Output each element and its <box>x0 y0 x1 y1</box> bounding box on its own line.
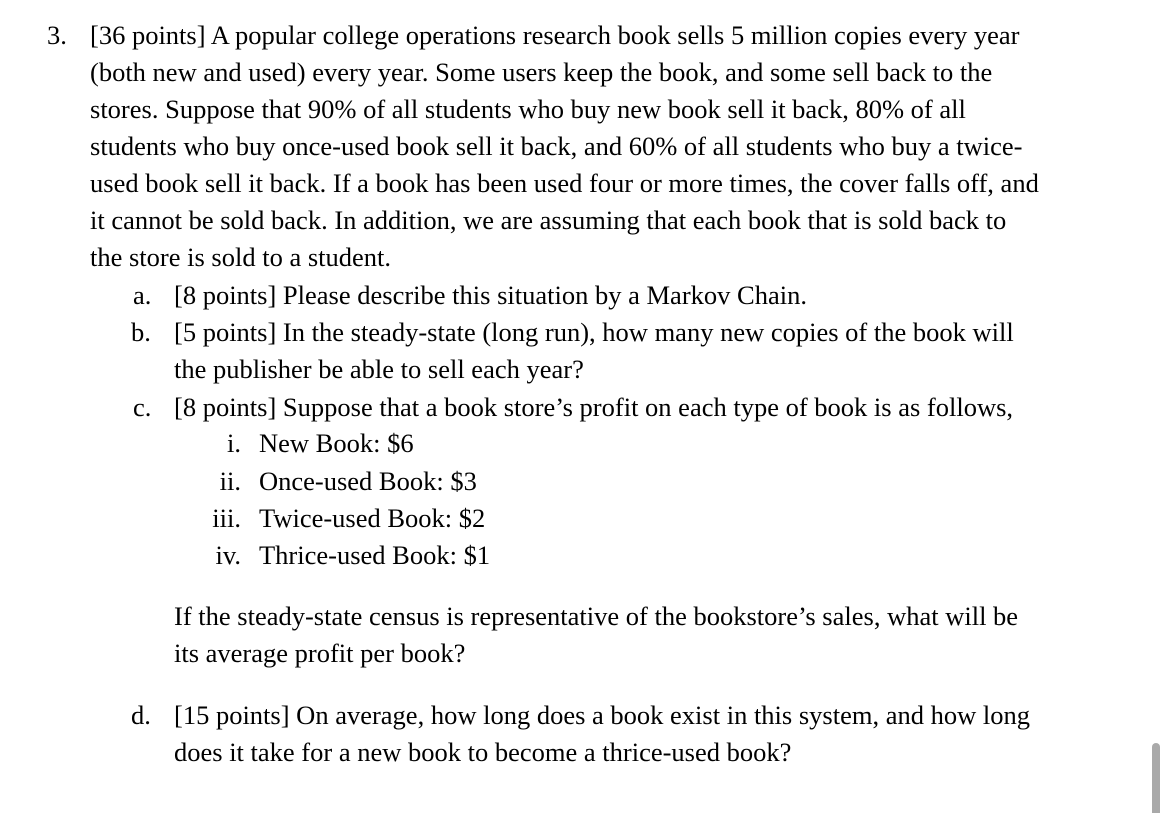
question-text-line: [36 points] A popular college operations research book sells 5 million copies every year <box>90 20 1020 50</box>
item-text: New Book: $6 <box>259 428 414 458</box>
question-text-line: it cannot be sold back. In addition, we are assuming that each book that is sold back to <box>90 205 1007 235</box>
part-text: its average profit per book? <box>174 638 466 668</box>
item-label: i. <box>227 428 241 458</box>
part-label: a. <box>133 280 152 310</box>
item-text: Twice-used Book: $2 <box>259 503 486 533</box>
part-text: the publisher be able to sell each year? <box>174 354 584 384</box>
item-label: iv. <box>215 540 241 570</box>
item-label: ii. <box>219 466 241 496</box>
item-text: Once-used Book: $3 <box>259 466 477 496</box>
part-text: [5 points] In the steady-state (long run), how many new copies of the book will <box>174 317 1014 347</box>
question-text-line: used book sell it back. If a book has been used four or more times, the cover falls off, and <box>90 168 1039 198</box>
part-text: does it take for a new book to become a thrice-used book? <box>174 737 792 767</box>
question-text-line: (both new and used) every year. Some users keep the book, and some sell back to the <box>90 57 993 87</box>
item-label: iii. <box>212 503 241 533</box>
question-text-line: students who buy once-used book sell it back, and 60% of all students who buy a twice- <box>90 131 1023 161</box>
item-text: Thrice-used Book: $1 <box>259 540 491 570</box>
question-number: 3. <box>47 20 67 50</box>
part-text: If the steady-state census is representative of the bookstore’s sales, what will be <box>174 601 1019 631</box>
part-text: [8 points] Suppose that a book store’s profit on each type of book is as follows, <box>174 392 1014 422</box>
question-text-line: stores. Suppose that 90% of all students who buy new book sell it back, 80% of all <box>90 94 966 124</box>
part-text: [15 points] On average, how long does a book exist in this system, and how long <box>174 700 1030 730</box>
part-label: d. <box>131 700 151 730</box>
question-text-line: the store is sold to a student. <box>90 242 392 272</box>
part-text: [8 points] Please describe this situation by a Markov Chain. <box>174 280 807 310</box>
vertical-scrollbar[interactable] <box>1152 743 1160 813</box>
part-label: b. <box>131 317 151 347</box>
part-label: c. <box>133 392 152 422</box>
